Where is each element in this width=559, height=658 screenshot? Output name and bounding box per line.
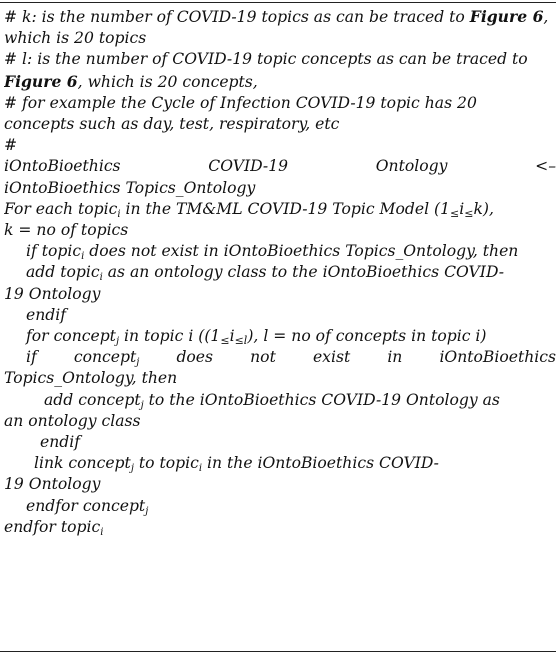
link-concept-line — [4, 453, 556, 474]
top-rule — [0, 2, 556, 3]
endfor-concept-text: endfor concept — [26, 496, 146, 515]
add-concept-line-2 — [4, 411, 556, 432]
subscript-i: i — [117, 208, 121, 220]
ontology-name: iOntoBioethics — [4, 157, 121, 176]
subscript-i: i — [99, 272, 103, 284]
comment-l-text: # l: is the number of COVID-19 topic concepts as can be traced to — [4, 50, 528, 69]
leq-symbol: ≤ — [220, 334, 230, 348]
subscript-j: j — [145, 505, 149, 517]
add-topic-text-3: 19 Ontology — [4, 284, 101, 303]
word-exist: exist — [312, 348, 351, 367]
if-concept-line-2 — [4, 368, 556, 389]
ontology-covid: COVID-19 — [208, 157, 289, 176]
comment-k-text: # k: is the number of COVID-19 topics as can be traced to — [4, 8, 470, 26]
if-concept-text-2: Topics_Ontology, then — [4, 369, 178, 388]
endfor-concept-line — [4, 496, 556, 517]
concept-word: concept — [73, 348, 137, 367]
comment-hash-line — [4, 135, 556, 156]
subscript-j: j — [115, 336, 120, 348]
subscript-j: j — [140, 399, 144, 411]
word-not: not — [250, 348, 276, 367]
subscript-i: i — [100, 526, 104, 538]
ontology-word: Ontology — [375, 157, 448, 176]
add-concept-text: add concept — [44, 390, 141, 409]
link-concept-text-4: 19 Ontology — [4, 475, 101, 494]
for-concept-text: for concept — [26, 327, 116, 346]
concept-j — [73, 348, 140, 369]
for-each-topic-line — [4, 199, 556, 220]
if-topic-text: if topic — [26, 242, 82, 261]
for-concept-text-3: ), l = no of concepts in topic i) — [247, 327, 487, 346]
add-concept-line — [4, 390, 556, 411]
comment-l-line-2 — [4, 71, 556, 93]
algorithm-body — [4, 6, 556, 538]
comment-l-text-2: , which is 20 concepts, — [77, 72, 258, 91]
comment-l-line — [4, 49, 556, 70]
endif-keyword: endif — [40, 433, 81, 452]
subscript-i: i — [198, 463, 203, 475]
for-each-text: For each topic — [4, 199, 118, 218]
subscript-j: j — [136, 357, 140, 369]
if-topic-line — [4, 241, 556, 262]
add-topic-line — [4, 262, 556, 283]
word-does: does — [176, 348, 214, 367]
subscript-j: j — [130, 463, 134, 475]
word-in: in — [387, 348, 403, 367]
add-concept-text-3: an ontology class — [4, 411, 141, 430]
endif-line — [4, 305, 556, 326]
word-ontology-name: iOntoBioethics — [439, 348, 556, 367]
endif-keyword: endif — [26, 305, 67, 324]
endfor-topic-text: endfor topic — [4, 517, 101, 536]
endif-line-2 — [4, 432, 556, 453]
leq-symbol-2: ≤ — [464, 206, 474, 220]
comment-example-text-2: concepts such as day, test, respiratory, etc — [4, 115, 340, 134]
comment-k-comma: , — [543, 8, 549, 26]
for-each-topic-line-2 — [4, 220, 556, 241]
comment-k-line-2 — [4, 28, 556, 49]
add-topic-line-2 — [4, 284, 556, 305]
add-topic-text: add topic — [26, 263, 100, 282]
figure-ref-2: Figure 6 — [4, 71, 78, 91]
comment-example-line — [4, 93, 556, 114]
leq-symbol: ≤ — [450, 206, 460, 220]
topics-ontology-name: iOntoBioethics Topics_Ontology — [4, 178, 256, 197]
if-topic-text-2: does not exist in iOntoBioethics Topics_Ontology, then — [84, 242, 519, 261]
link-concept-text-2: to topic — [133, 454, 199, 473]
for-each-text-2: in the TM&ML COVID-19 Topic Model (1 — [120, 199, 451, 218]
figure-ref: Figure 6 — [469, 7, 544, 26]
if-concept-line — [4, 347, 556, 368]
comment-example-line-2 — [4, 114, 556, 135]
link-concept-text: link concept — [34, 454, 131, 473]
comment-hash: # — [4, 136, 18, 155]
k-definition: k = no of topics — [4, 221, 129, 240]
add-topic-text-2: as an ontology class to the iOntoBioethics COVID- — [102, 263, 505, 282]
comment-k-line — [4, 6, 556, 28]
link-concept-text-3: in the iOntoBioethics COVID- — [202, 454, 439, 473]
index-i: i — [459, 199, 465, 218]
index-i: i — [229, 327, 235, 346]
ontology-assign-line — [4, 156, 556, 177]
subscript-i: i — [81, 251, 85, 263]
bottom-rule — [0, 651, 556, 652]
bound-l: l — [243, 334, 248, 348]
assign-arrow: <– — [535, 157, 556, 176]
comment-example-text: # for example the Cycle of Infection COVID-19 topic has 20 — [4, 93, 477, 112]
leq-symbol-2: ≤ — [234, 334, 244, 348]
comment-k-text-2: which is 20 topics — [4, 29, 147, 48]
add-concept-text-2: to the iOntoBioethics COVID-19 Ontology as — [143, 390, 500, 409]
for-each-text-3: k), — [473, 199, 494, 218]
for-concept-line — [4, 326, 556, 347]
for-concept-text-2: in topic i ((1 — [119, 327, 221, 346]
endfor-topic-line — [4, 517, 556, 538]
if-keyword: if — [26, 348, 37, 367]
link-concept-line-2 — [4, 474, 556, 495]
ontology-assign-line-2 — [4, 178, 556, 199]
